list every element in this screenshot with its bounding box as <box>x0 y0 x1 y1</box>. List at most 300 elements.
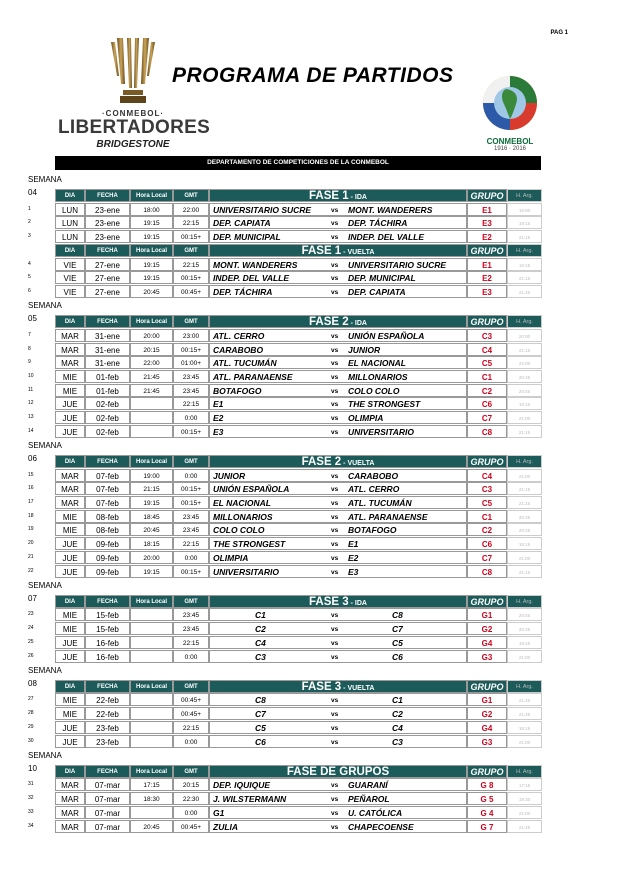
header-dia: DIA <box>55 595 85 608</box>
home-team: BOTAFOGO <box>213 385 262 396</box>
cell-dia: MIE <box>55 523 85 536</box>
cell-grupo: C8 <box>467 565 507 578</box>
cell-grupo: E1 <box>467 203 507 216</box>
header-h-arg: H. Arg. <box>507 455 542 468</box>
match-number: 8 <box>28 345 31 352</box>
away-team: C3 <box>392 736 403 747</box>
match-number: 11 <box>28 386 34 393</box>
cell-h-arg: 21:00 <box>507 650 542 663</box>
away-team: GUARANÍ <box>348 780 388 791</box>
cell-gmt: 23:45 <box>173 384 209 397</box>
cell-grupo: G3 <box>467 650 507 663</box>
cell-match <box>209 510 467 523</box>
match-number: 33 <box>28 808 34 815</box>
cell-h-arg: 21:15 <box>507 425 542 438</box>
away-team: C7 <box>392 624 403 635</box>
phase-title <box>209 315 467 328</box>
cell-dia: MAR <box>55 806 85 819</box>
match-number: 10 <box>28 372 34 379</box>
cell-match <box>209 271 467 284</box>
vs-label: vs <box>331 261 339 269</box>
phase-title <box>209 189 467 202</box>
cell-gmt: 00:45+ <box>173 693 209 706</box>
cell-gmt: 23:45 <box>173 510 209 523</box>
cell-grupo: C2 <box>467 384 507 397</box>
cell-grupo: C3 <box>467 482 507 495</box>
home-team: DEP. MUNICIPAL <box>213 232 281 243</box>
cell-grupo: G1 <box>467 608 507 621</box>
home-team: C3 <box>255 651 266 662</box>
cell-h-arg: 21:15 <box>507 343 542 356</box>
home-team: CARABOBO <box>213 344 264 355</box>
cell-dia: MIE <box>55 707 85 720</box>
cell-hora-local: 19:15 <box>130 565 173 578</box>
cell-grupo: C3 <box>467 329 507 342</box>
cell-gmt: 0:00 <box>173 551 209 564</box>
cell-match <box>209 608 467 621</box>
away-team: UNIÓN ESPAÑOLA <box>348 330 425 341</box>
cell-h-arg: 17:15 <box>507 778 542 791</box>
header-h-arg: H. Arg. <box>507 189 542 202</box>
week-label: SEMANA 07 <box>28 580 62 603</box>
header-gmt: GMT <box>173 455 209 468</box>
cell-gmt: 0:00 <box>173 735 209 748</box>
cell-fecha: 08-feb <box>85 523 130 536</box>
home-team: OLIMPIA <box>213 552 249 563</box>
away-team: BOTAFOGO <box>348 525 397 536</box>
cell-grupo: G 5 <box>467 792 507 805</box>
phase-title <box>209 765 467 778</box>
cell-hora-local: 20:45 <box>130 820 173 833</box>
vs-label: vs <box>331 275 339 283</box>
phase-title <box>209 680 467 693</box>
home-team: COLO COLO <box>213 525 265 536</box>
cell-h-arg: 20:45 <box>507 622 542 635</box>
vs-label: vs <box>331 738 339 746</box>
cell-hora-local: 19:15 <box>130 496 173 509</box>
cell-gmt: 22:15 <box>173 537 209 550</box>
away-team: ATL. CERRO <box>348 484 400 495</box>
cell-match <box>209 356 467 369</box>
match-number: 21 <box>28 553 34 560</box>
header-hora-local: Hora Local <box>130 189 173 202</box>
away-team: UNIVERSITARIO SUCRE <box>348 259 447 270</box>
phase-name: FASE 2 <box>301 455 342 468</box>
phase-name: FASE DE GRUPOS <box>286 765 390 778</box>
cell-match <box>209 285 467 298</box>
cell-gmt: 22:00 <box>173 203 209 216</box>
conmebol-name: CONMEBOL <box>486 137 534 146</box>
cell-dia: JUE <box>55 537 85 550</box>
phase-title <box>209 595 467 608</box>
cell-gmt: 0:00 <box>173 411 209 424</box>
cell-hora-local: 18:00 <box>130 203 173 216</box>
home-team: INDEP. DEL VALLE <box>213 273 290 284</box>
vs-label: vs <box>331 360 339 368</box>
match-number: 12 <box>28 400 34 407</box>
cell-hora-local: 20:00 <box>130 551 173 564</box>
cell-grupo: C5 <box>467 496 507 509</box>
header-hora-local: Hora Local <box>130 244 173 257</box>
cell-dia: VIE <box>55 285 85 298</box>
phase-suffix: - IDA <box>348 194 367 201</box>
vs-label: vs <box>331 724 339 732</box>
cell-h-arg: 20:45 <box>507 510 542 523</box>
home-team: JUNIOR <box>213 470 246 481</box>
away-team: UNIVERSITARIO <box>348 426 414 437</box>
cell-fecha: 22-feb <box>85 707 130 720</box>
cell-hora-local <box>130 806 173 819</box>
cell-h-arg: 21:15 <box>507 565 542 578</box>
match-number: 34 <box>28 822 34 829</box>
week-label: SEMANA 10 <box>28 750 62 773</box>
header-grupo: GRUPO <box>467 244 507 257</box>
page-title: PROGRAMA DE PARTIDOS <box>172 64 454 87</box>
match-number: 19 <box>28 526 34 533</box>
cell-fecha: 27-ene <box>85 285 130 298</box>
home-team: J. WILSTERMANN <box>213 794 287 805</box>
cell-fecha: 07-feb <box>85 469 130 482</box>
cell-fecha: 15-feb <box>85 608 130 621</box>
cell-match <box>209 636 467 649</box>
match-number: 6 <box>28 287 31 294</box>
header-h-arg: H. Arg. <box>507 765 542 778</box>
cell-dia: VIE <box>55 258 85 271</box>
cell-grupo: G 4 <box>467 806 507 819</box>
cell-fecha: 07-mar <box>85 820 130 833</box>
cell-h-arg: 19:00 <box>507 203 542 216</box>
cell-h-arg: 19:30 <box>507 792 542 805</box>
cell-h-arg: 21:00 <box>507 806 542 819</box>
match-number: 20 <box>28 540 34 547</box>
home-team: ATL. CERRO <box>213 330 265 341</box>
vs-label: vs <box>331 234 339 242</box>
away-team: C8 <box>392 610 403 621</box>
cell-h-arg: 21:15 <box>507 482 542 495</box>
cell-grupo: C5 <box>467 356 507 369</box>
cell-gmt: 00:15+ <box>173 343 209 356</box>
phase-title <box>209 455 467 468</box>
home-team: C6 <box>255 736 266 747</box>
header-fecha: FECHA <box>85 680 130 693</box>
header-grupo: GRUPO <box>467 595 507 608</box>
vs-label: vs <box>331 220 339 228</box>
cell-gmt: 23:45 <box>173 622 209 635</box>
match-number: 24 <box>28 625 34 632</box>
cell-h-arg: 20:45 <box>507 608 542 621</box>
header-hora-local: Hora Local <box>130 680 173 693</box>
away-team: E2 <box>348 552 359 563</box>
cell-dia: MAR <box>55 778 85 791</box>
cell-gmt: 00:15+ <box>173 230 209 243</box>
home-team: E1 <box>213 399 224 410</box>
cell-match <box>209 496 467 509</box>
header-fecha: FECHA <box>85 765 130 778</box>
cell-match <box>209 329 467 342</box>
cell-hora-local: 19:15 <box>130 258 173 271</box>
header-grupo: GRUPO <box>467 680 507 693</box>
cell-fecha: 16-feb <box>85 650 130 663</box>
cell-hora-local: 17:15 <box>130 778 173 791</box>
cell-match <box>209 370 467 383</box>
cell-grupo: G 7 <box>467 820 507 833</box>
match-number: 3 <box>28 233 31 240</box>
cell-grupo: C2 <box>467 523 507 536</box>
cell-fecha: 09-feb <box>85 537 130 550</box>
cell-dia: MIE <box>55 608 85 621</box>
cell-hora-local <box>130 721 173 734</box>
away-team: DEP. CAPIATA <box>348 286 406 297</box>
cell-grupo: G2 <box>467 622 507 635</box>
phase-name: FASE 3 <box>301 680 342 693</box>
cell-h-arg: 19:15 <box>507 397 542 410</box>
cell-dia: JUE <box>55 565 85 578</box>
cell-hora-local <box>130 735 173 748</box>
cell-match <box>209 425 467 438</box>
home-team: ZULIA <box>213 821 239 832</box>
cell-dia: JUE <box>55 551 85 564</box>
away-team: CHAPECOENSE <box>348 821 414 832</box>
phase-suffix: - VUELTA <box>341 459 375 467</box>
cell-fecha: 27-ene <box>85 258 130 271</box>
vs-label: vs <box>331 554 339 562</box>
header-fecha: FECHA <box>85 244 130 257</box>
cell-h-arg: 21:15 <box>507 496 542 509</box>
cell-gmt: 00:15+ <box>173 565 209 578</box>
phase-suffix: - IDA <box>348 599 367 607</box>
match-number: 30 <box>28 737 34 744</box>
cell-gmt: 00:45+ <box>173 820 209 833</box>
away-team: DEP. TÁCHIRA <box>348 218 408 229</box>
cell-grupo: C4 <box>467 469 507 482</box>
cell-match <box>209 693 467 706</box>
cell-h-arg: 19:15 <box>507 636 542 649</box>
away-team: OLIMPIA <box>348 413 384 423</box>
match-number: 18 <box>28 512 34 519</box>
cell-hora-local: 19:15 <box>130 271 173 284</box>
home-team: DEP. CAPIATA <box>213 218 271 229</box>
header-h-arg: H. Arg. <box>507 680 542 693</box>
cell-h-arg: 20:45 <box>507 384 542 397</box>
header-gmt: GMT <box>173 315 209 328</box>
away-team: C2 <box>392 709 403 720</box>
cell-fecha: 23-feb <box>85 735 130 748</box>
cell-dia: MAR <box>55 469 85 482</box>
cell-dia: VIE <box>55 271 85 284</box>
header-gmt: GMT <box>173 244 209 257</box>
cell-h-arg: 21:00 <box>507 411 542 424</box>
home-team: DEP. IQUIQUE <box>213 780 270 791</box>
home-team: G1 <box>213 807 225 818</box>
conmebol-logo <box>476 74 544 152</box>
cell-dia: MIE <box>55 384 85 397</box>
cell-gmt: 22:15 <box>173 636 209 649</box>
cell-fecha: 23-ene <box>85 203 130 216</box>
home-team: ATL. TUCUMÁN <box>213 358 277 369</box>
cell-fecha: 23-feb <box>85 721 130 734</box>
cell-gmt: 00:45+ <box>173 707 209 720</box>
match-number: 32 <box>28 795 34 802</box>
cell-h-arg: 21:45 <box>507 707 542 720</box>
match-number: 14 <box>28 427 34 434</box>
match-number: 4 <box>28 260 31 267</box>
cell-match <box>209 230 467 243</box>
phase-suffix: - VUELTA <box>341 684 375 692</box>
vs-label: vs <box>331 782 339 790</box>
cell-h-arg: 19:15 <box>507 537 542 550</box>
home-team: ATL. PARANAENSE <box>213 371 293 382</box>
cell-match <box>209 203 467 216</box>
cell-grupo: C8 <box>467 425 507 438</box>
match-number: 27 <box>28 696 34 703</box>
home-team: THE STRONGEST <box>213 539 286 550</box>
cell-dia: LUN <box>55 230 85 243</box>
cell-gmt: 22:30 <box>173 792 209 805</box>
header-grupo: GRUPO <box>467 315 507 328</box>
cell-match <box>209 469 467 482</box>
cell-fecha: 07-feb <box>85 496 130 509</box>
cell-hora-local <box>130 608 173 621</box>
cell-dia: JUE <box>55 411 85 424</box>
week-label: SEMANA 06 <box>28 440 62 463</box>
header-gmt: GMT <box>173 680 209 693</box>
match-number: 31 <box>28 781 34 788</box>
cell-gmt: 23:45 <box>173 608 209 621</box>
cell-grupo: C4 <box>467 343 507 356</box>
cell-fecha: 07-mar <box>85 778 130 791</box>
cell-h-arg: 19:15 <box>507 721 542 734</box>
cell-grupo: C7 <box>467 551 507 564</box>
cell-match <box>209 411 467 424</box>
cell-match <box>209 343 467 356</box>
cell-gmt: 0:00 <box>173 469 209 482</box>
cell-gmt: 22:15 <box>173 216 209 229</box>
phase-name: FASE 3 <box>309 595 349 608</box>
vs-label: vs <box>331 711 339 719</box>
vs-label: vs <box>331 653 339 661</box>
cell-h-arg: 19:15 <box>507 216 542 229</box>
home-team: C8 <box>255 695 266 706</box>
cell-grupo: E3 <box>467 216 507 229</box>
vs-label: vs <box>331 809 339 817</box>
globe-icon <box>481 74 539 132</box>
vs-label: vs <box>331 541 339 549</box>
cell-h-arg: 21:00 <box>507 551 542 564</box>
conmebol-small-label: ·CONMEBOL· <box>102 109 164 118</box>
cell-grupo: E1 <box>467 258 507 271</box>
cell-dia: JUE <box>55 735 85 748</box>
away-team: ATL. TUCUMÁN <box>348 498 412 508</box>
libertadores-logo <box>58 36 211 156</box>
vs-label: vs <box>331 472 339 480</box>
vs-label: vs <box>331 401 339 409</box>
home-team: C5 <box>255 722 266 733</box>
cell-gmt: 22:15 <box>173 258 209 271</box>
cell-dia: MAR <box>55 820 85 833</box>
match-number: 7 <box>28 331 31 338</box>
cell-fecha: 07-feb <box>85 482 130 495</box>
vs-label: vs <box>331 206 339 214</box>
away-team: C4 <box>392 722 403 733</box>
cell-dia: MIE <box>55 622 85 635</box>
cell-dia: JUE <box>55 397 85 410</box>
match-number: 2 <box>28 219 31 226</box>
week-label: SEMANA 08 <box>28 665 62 688</box>
match-number: 22 <box>28 567 34 574</box>
vs-label: vs <box>331 639 339 647</box>
away-team: COLO COLO <box>348 385 400 396</box>
department-banner: DEPARTAMENTO DE COMPETICIONES DE LA CONMEBOL <box>55 156 541 170</box>
header-h-arg: H. Arg. <box>507 244 542 257</box>
away-team: C1 <box>392 695 403 706</box>
cell-hora-local: 21:45 <box>130 370 173 383</box>
cell-hora-local: 18:15 <box>130 537 173 550</box>
cell-gmt: 20:15 <box>173 778 209 791</box>
cell-grupo: C1 <box>467 510 507 523</box>
cell-grupo: G 8 <box>467 778 507 791</box>
cell-gmt: 00:15+ <box>173 425 209 438</box>
phase-title <box>209 244 467 257</box>
away-team: U. CATÓLICA <box>348 807 403 818</box>
cell-grupo: E2 <box>467 230 507 243</box>
cell-match <box>209 537 467 550</box>
cell-fecha: 01-feb <box>85 370 130 383</box>
vs-label: vs <box>331 500 339 507</box>
cell-dia: MAR <box>55 792 85 805</box>
match-number: 17 <box>28 499 34 505</box>
cell-hora-local <box>130 707 173 720</box>
away-team: C6 <box>392 651 403 662</box>
cell-dia: JUE <box>55 650 85 663</box>
cell-grupo: G1 <box>467 693 507 706</box>
cell-match <box>209 707 467 720</box>
cell-gmt: 22:15 <box>173 721 209 734</box>
cell-gmt: 23:45 <box>173 523 209 536</box>
cell-hora-local <box>130 650 173 663</box>
away-team: MONT. WANDERERS <box>348 204 433 215</box>
header-gmt: GMT <box>173 189 209 202</box>
cell-match <box>209 820 467 833</box>
header-hora-local: Hora Local <box>130 455 173 468</box>
cell-fecha: 27-ene <box>85 271 130 284</box>
cell-gmt: 23:00 <box>173 329 209 342</box>
home-team: E3 <box>213 426 224 437</box>
cell-match <box>209 806 467 819</box>
away-team: PEÑAROL <box>348 794 390 805</box>
cell-fecha: 16-feb <box>85 636 130 649</box>
cell-fecha: 22-feb <box>85 693 130 706</box>
home-team: DEP. TÁCHIRA <box>213 286 273 297</box>
cell-match <box>209 622 467 635</box>
cell-hora-local <box>130 397 173 410</box>
cell-match <box>209 565 467 578</box>
cell-dia: MAR <box>55 496 85 509</box>
cell-h-arg: 21:15 <box>507 271 542 284</box>
vs-label: vs <box>331 428 339 436</box>
match-number: 29 <box>28 723 34 730</box>
away-team: MILLONARIOS <box>348 371 408 382</box>
header-hora-local: Hora Local <box>130 595 173 608</box>
cell-hora-local: 20:45 <box>130 285 173 298</box>
header-hora-local: Hora Local <box>130 315 173 328</box>
cell-match <box>209 551 467 564</box>
cell-fecha: 31-ene <box>85 343 130 356</box>
cell-hora-local: 20:15 <box>130 343 173 356</box>
cell-gmt: 00:15+ <box>173 271 209 284</box>
phase-name: FASE 1 <box>309 190 349 202</box>
match-number: 13 <box>28 414 34 420</box>
cell-dia: LUN <box>55 216 85 229</box>
